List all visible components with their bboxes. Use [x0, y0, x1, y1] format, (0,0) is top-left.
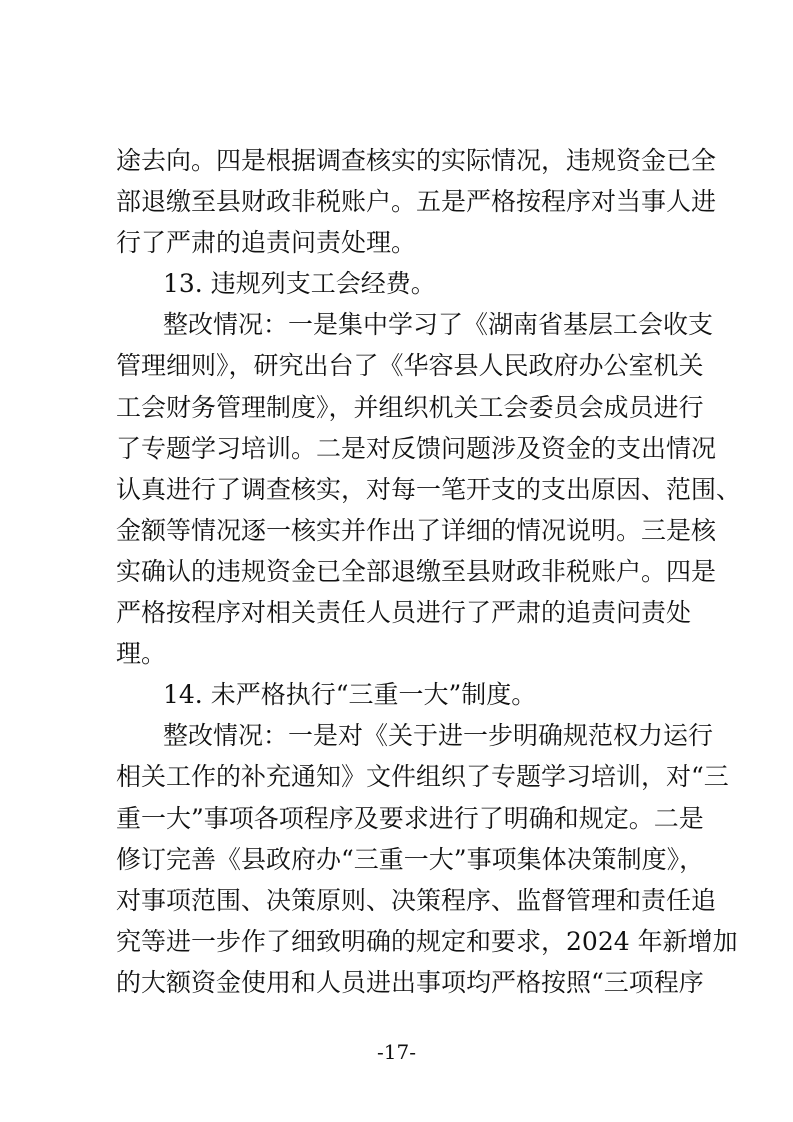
text-line: 工会财务管理制度》，并组织机关工会委员会成员进行 — [116, 392, 704, 422]
text-line: 认真进行了调查核实，对每一笔开支的支出原因、范围、 — [116, 474, 742, 504]
text-line: 了专题学习培训。二是对反馈问题涉及资金的支出情况 — [116, 433, 717, 463]
text-line: 金额等情况逐一核实并作出了详细的情况说明。三是核 — [116, 515, 717, 545]
text-line: 理。 — [116, 639, 167, 669]
text-line: 整改情况：一是对《关于进一步明确规范权力运行 — [163, 721, 714, 751]
text-line: 14. 未严格执行“三重一大”制度。 — [163, 680, 537, 710]
text-line: 修订完善《县政府办“三重一大”事项集体决策制度》， — [116, 844, 705, 874]
text-line: 途去向。四是根据调查核实的实际情况，违规资金已全 — [116, 146, 717, 175]
text-line: 部退缴至县财政非税账户。五是严格按程序对当事人进 — [116, 187, 717, 217]
text-line: 相关工作的补充通知》文件组织了专题学习培训，对“三 — [116, 762, 729, 792]
text-line: 管理细则》，研究出台了《华容县人民政府办公室机关 — [116, 351, 704, 381]
text-line: 的大额资金使用和人员进出事项均严格按照“三项程序 — [116, 967, 704, 997]
text-line: 重一大”事项各项程序及要求进行了明确和规定。二是 — [116, 803, 704, 833]
text-line: 实确认的违规资金已全部退缴至县财政非税账户。四是 — [116, 556, 717, 586]
text-line: 究等进一步作了细致明确的规定和要求，2024 年新增加 — [116, 926, 738, 956]
text-line: 整改情况：一是集中学习了《湖南省基层工会收支 — [163, 310, 714, 340]
text-line: 13. 违规列支工会经费。 — [163, 269, 436, 299]
document-body — [116, 140, 742, 1003]
text-line: 行了严肃的追责问责处理。 — [116, 228, 417, 258]
page-number: -17- — [377, 1040, 416, 1064]
text-line: 对事项范围、决策原则、决策程序、监督管理和责任追 — [116, 885, 717, 915]
text-line: 严格按程序对相关责任人员进行了严肃的追责问责处 — [116, 598, 692, 628]
